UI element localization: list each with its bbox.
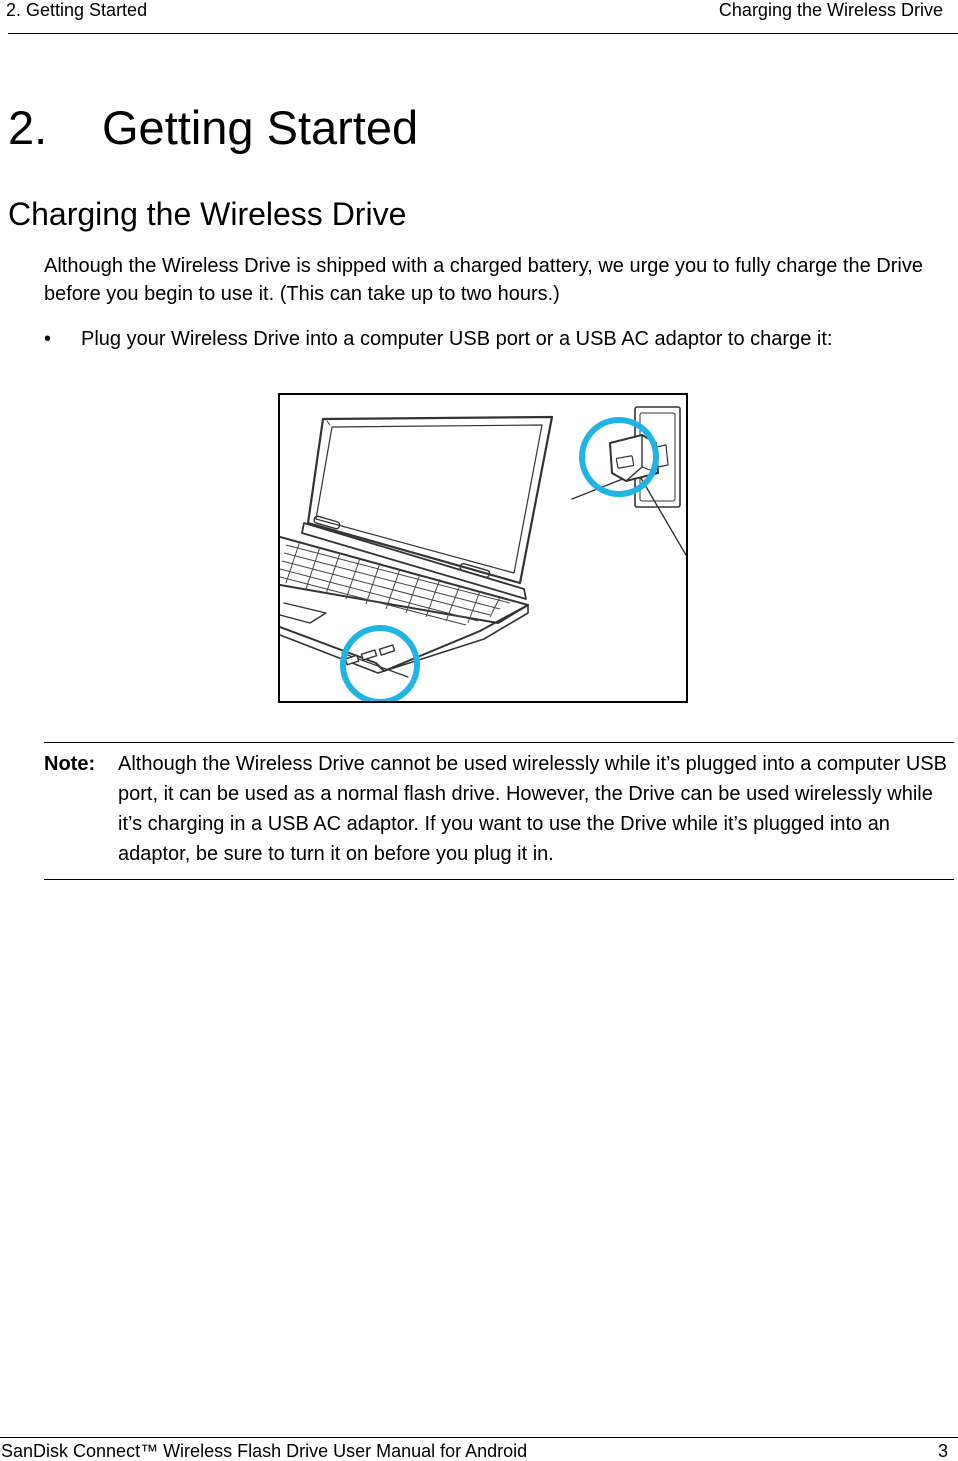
chapter-heading (8, 100, 418, 156)
charging-illustration (278, 393, 688, 703)
running-header-left: 2. Getting Started (6, 0, 148, 20)
bullet-marker: • (44, 328, 52, 350)
note-label: Note: (44, 753, 96, 775)
intro-paragraph: Although the Wireless Drive is shipped with a charged battery, we urge you to fully charge the Drive before you begin to use it. (This can take up to two hours.) (44, 255, 923, 305)
header-rule (8, 33, 958, 34)
note-bottom-rule (44, 879, 954, 880)
note-top-rule (44, 742, 954, 743)
bullet-text: Plug your Wireless Drive into a computer USB port or a USB AC adaptor to charge it: (81, 328, 833, 350)
chapter-title: Getting Started (102, 101, 419, 154)
chapter-number: 2. (8, 101, 48, 154)
page-number: 3 (937, 1441, 948, 1461)
note-text: Although the Wireless Drive cannot be used wirelessly while it’s plugged into a computer USB port, it can be used as a normal flash drive. However, the Drive can be used wirelessly while it’s charging in a USB AC adaptor. If you want to use the Drive while it’s plugged into an adaptor, be sure to turn it on before you plug it in. (118, 753, 947, 865)
footer-title: SanDisk Connect™ Wireless Flash Drive User Manual for Android (1, 1441, 528, 1461)
laptop-charging-drawing (280, 395, 686, 701)
running-header-right: Charging the Wireless Drive (718, 0, 943, 20)
section-heading: Charging the Wireless Drive (8, 196, 407, 232)
footer-rule (0, 1437, 958, 1438)
